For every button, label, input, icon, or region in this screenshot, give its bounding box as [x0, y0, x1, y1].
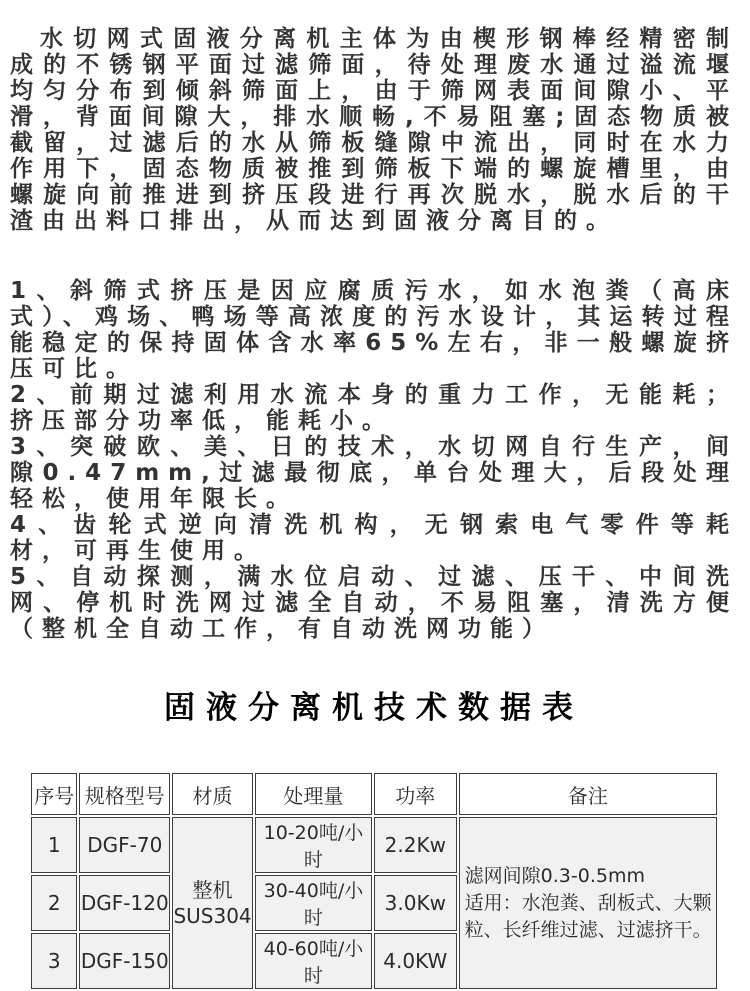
intro-paragraph: 水切网式固液分离机主体为由楔形钢棒经精密制成的不锈钢平面过滤筛面，待处理废水通过溢流堰均匀分布到倾斜筛面上，由于筛网表面间隙小、平滑，背面间隙大，排水顺畅,不易阻塞;固态物质被截留，过滤后的水从筛板缝隙中流出，同时在水力作用下，固态物质被推到筛板下端的螺旋槽里，由螺旋向前推进到挤压段进行再次脱水，脱水后的干渣由出料口排出，从而达到固液分离目的。 [10, 26, 738, 234]
remark-line-2: 适用：水泡粪、刮板式、大颗粒、长纤维过滤、过滤挤干。 [464, 891, 712, 941]
features-list [10, 278, 738, 642]
header-cell-model: 规格型号 [79, 773, 170, 815]
cell-capacity: 10-20吨/小时 [255, 817, 372, 873]
feature-item-2: 2、前期过滤利用水流本身的重力工作，无能耗；挤压部分功率低，能耗小。 [10, 382, 738, 434]
material-line-1: 整机 [192, 878, 233, 902]
material-line-2: SUS304 [173, 904, 252, 928]
header-cell-material: 材质 [172, 773, 253, 815]
cell-no: 3 [31, 933, 77, 989]
remark-line-1: 滤网间隙0.3-0.5mm [464, 864, 645, 887]
header-cell-index: 序号 [31, 773, 77, 815]
cell-capacity: 40-60吨/小时 [255, 933, 372, 989]
cell-power: 4.0KW [374, 933, 457, 989]
cell-no: 1 [31, 817, 77, 873]
cell-remark [459, 817, 717, 989]
feature-item-5: 5、自动探测，满水位启动、过滤、压干、中间洗网、停机时洗网过滤全自动，不易阻塞，清洗方便（整机全自动工作，有自动洗网功能） [10, 564, 738, 642]
cell-model: DGF-70 [79, 817, 170, 873]
cell-model: DGF-150 [79, 933, 170, 989]
header-cell-remark: 备注 [459, 773, 717, 815]
feature-item-3: 3、突破欧、美、日的技术，水切网自行生产，间隙0.47mm,过滤最彻底，单台处理大，后段处理轻松，使用年限长。 [10, 434, 738, 512]
cell-no: 2 [31, 875, 77, 931]
feature-item-4: 4、齿轮式逆向清洗机构，无钢索电气零件等耗材，可再生使用。 [10, 512, 738, 564]
cell-model: DGF-120 [79, 875, 170, 931]
table-row [31, 817, 717, 873]
cell-capacity: 30-40吨/小时 [255, 875, 372, 931]
cell-power: 3.0Kw [374, 875, 457, 931]
feature-item-1: 1、斜筛式挤压是因应腐质污水，如水泡粪（高床式）、鸡场、鸭场等高浓度的污水设计，其运转过程能稳定的保持固体含水率65%左右，非一般螺旋挤压可比。 [10, 278, 738, 382]
cell-material [172, 817, 253, 989]
cell-power: 2.2Kw [374, 817, 457, 873]
header-cell-power: 功率 [374, 773, 457, 815]
spec-table-header-row [31, 773, 717, 815]
spec-table [29, 771, 719, 991]
header-cell-capacity: 处理量 [255, 773, 372, 815]
table-title: 固液分离机技术数据表 [164, 690, 584, 726]
